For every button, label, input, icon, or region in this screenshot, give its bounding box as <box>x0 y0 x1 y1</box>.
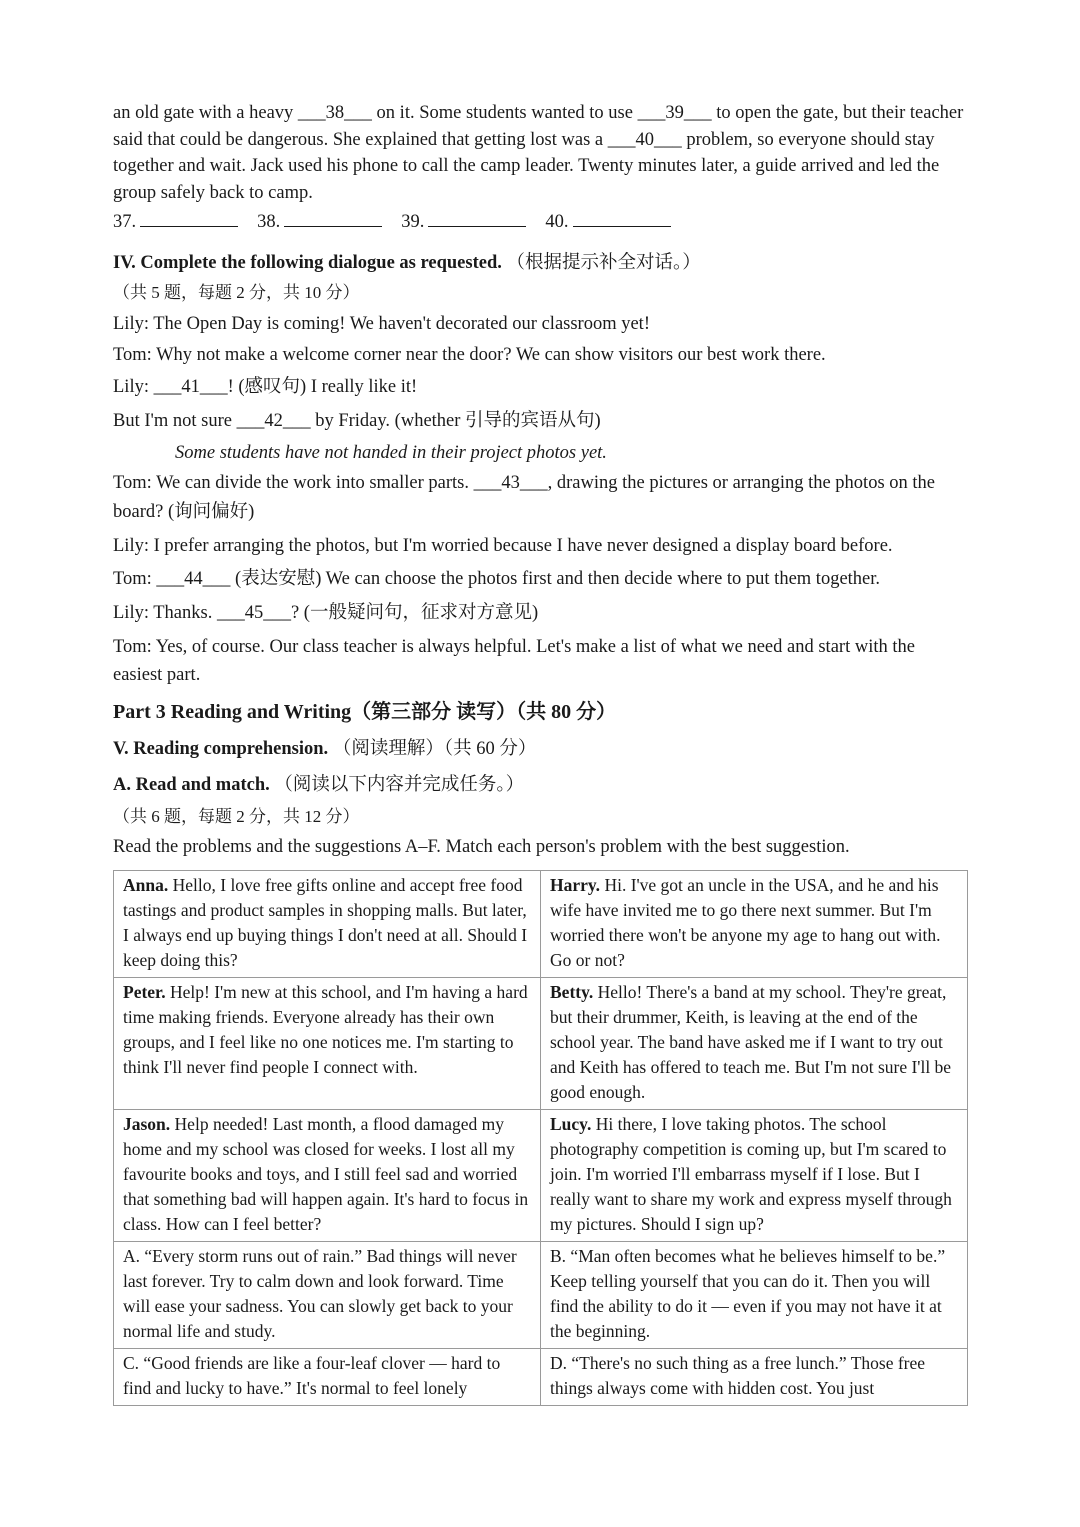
table-row <box>114 1348 968 1405</box>
problem-cell-betty: Betty. Hello! There's a band at my school. They're great, but their drummer, Keith, is leaving at the end of the school year. The band have asked me if I want to try out and Keith has offered to teach me. But I'm not sure I'll be good enough. <box>541 977 968 1109</box>
suggestion-cell-c: C. “Good friends are like a four-leaf clover — hard to find and lucky to have.” It's normal to feel lonely <box>114 1348 541 1405</box>
dialogue-line: Lily: I prefer arranging the photos, but I'm worried because I have never designed a display board before. <box>113 536 893 556</box>
dialogue-line: Tom: Why not make a welcome corner near the door? We can show visitors our best work there. <box>113 345 826 365</box>
section5-heading: V. Reading comprehension. （阅读理解）（共 60 分） <box>113 739 537 759</box>
passage-text: an old gate with a heavy ___38___ on it. Some students wanted to use ___39___ to open the gate, but their teacher said that could be dangerous. She explained that getting lost was a ___40___ problem, so everyone should stay together and wait. Jack used his phone to call the camp leader. Twenty minutes later, a guide arrived and led the group safely back to camp. <box>113 103 964 203</box>
problem-cell-harry: Harry. Hi. I've got an uncle in the USA, and he and his wife have invited me to go there next summer. But I'm worried there won't be anyone my age to hang out with. Go or not? <box>541 870 968 977</box>
problem-cell-jason: Jason. Help needed! Last month, a flood damaged my home and my school was closed for weeks. I lost all my favourite books and toys, and I still feel sad and worried that something bad will happen again. It's hard to focus in class. How can I feel better? <box>114 1109 541 1241</box>
table-row <box>114 1241 968 1348</box>
table-row <box>114 870 968 977</box>
dialogue-line: Tom: ___44___ (表达安慰) We can choose the photos first and then decide where to put them together. <box>113 569 881 589</box>
answer-blanks <box>113 212 968 240</box>
dialogue <box>113 311 968 689</box>
sectionA-heading: A. Read and match. （阅读以下内容并完成任务。） <box>113 775 525 795</box>
dialogue-line: Lily: The Open Day is coming! We haven't decorated our classroom yet! <box>113 314 650 334</box>
answer-blank-38[interactable]: 38. <box>257 212 382 240</box>
dialogue-line: Tom: We can divide the work into smaller parts. ___43___, drawing the pictures or arranging the photos on the board? (询问偏好) <box>113 473 935 522</box>
dialogue-note: Some students have not handed in their project photos yet. <box>175 443 607 463</box>
table-row <box>114 977 968 1109</box>
suggestion-cell-d: D. “There's no such thing as a free lunch.” Those free things always come with hidden cost. You just <box>541 1348 968 1405</box>
answer-blank-40[interactable]: 40. <box>545 212 670 240</box>
section4-heading: IV. Complete the following dialogue as requested. （根据提示补全对话。） <box>113 253 701 273</box>
table-row <box>114 1109 968 1241</box>
answer-blank-39[interactable]: 39. <box>401 212 526 240</box>
dialogue-line: Tom: Yes, of course. Our class teacher is always helpful. Let's make a list of what we need and start with the easiest part. <box>113 637 915 685</box>
part3-heading: Part 3 Reading and Writing（第三部分 读写）（共 80 分） <box>113 701 617 723</box>
match-table <box>113 870 968 1406</box>
dialogue-line: Lily: ___41___! (感叹句) I really like it! <box>113 377 418 397</box>
dialogue-line: Lily: Thanks. ___45___? (一般疑问句，征求对方意见) <box>113 603 539 623</box>
sectionA-instruction: Read the problems and the suggestions A–F. Match each person's problem with the best suggestion. <box>113 837 850 857</box>
section4-score: （共 5 题，每题 2 分，共 10 分） <box>113 283 360 302</box>
problem-cell-peter: Peter. Help! I'm new at this school, and I'm having a hard time making friends. Everyone already has their own groups, and I feel like no one notices me. I'm starting to think I'll never find people I connect with. <box>114 977 541 1109</box>
dialogue-line: But I'm not sure ___42___ by Friday. (whether 引导的宾语从句) <box>113 411 601 431</box>
problem-cell-anna: Anna. Hello, I love free gifts online and accept free food tastings and product samples in shopping malls. But later, I always end up buying things I don't need at all. Should I keep doing this? <box>114 870 541 977</box>
problem-cell-lucy: Lucy. Hi there, I love taking photos. The school photography competition is coming up, but I'm scared to join. I'm worried I'll embarrass myself if I lose. But I really want to share my work and express myself through my pictures. Should I sign up? <box>541 1109 968 1241</box>
answer-blank-37[interactable]: 37. <box>113 212 238 240</box>
suggestion-cell-b: B. “Man often becomes what he believes himself to be.” Keep telling yourself that you can do it. Then you will find the ability to do it — even if you may not have it at the beginning. <box>541 1241 968 1348</box>
suggestion-cell-a: A. “Every storm runs out of rain.” Bad things will never last forever. Try to calm down and look forward. Time will ease your sadness. You can slowly get back to your normal life and study. <box>114 1241 541 1348</box>
sectionA-score: （共 6 题，每题 2 分，共 12 分） <box>113 807 360 826</box>
exam-page <box>113 100 968 1406</box>
